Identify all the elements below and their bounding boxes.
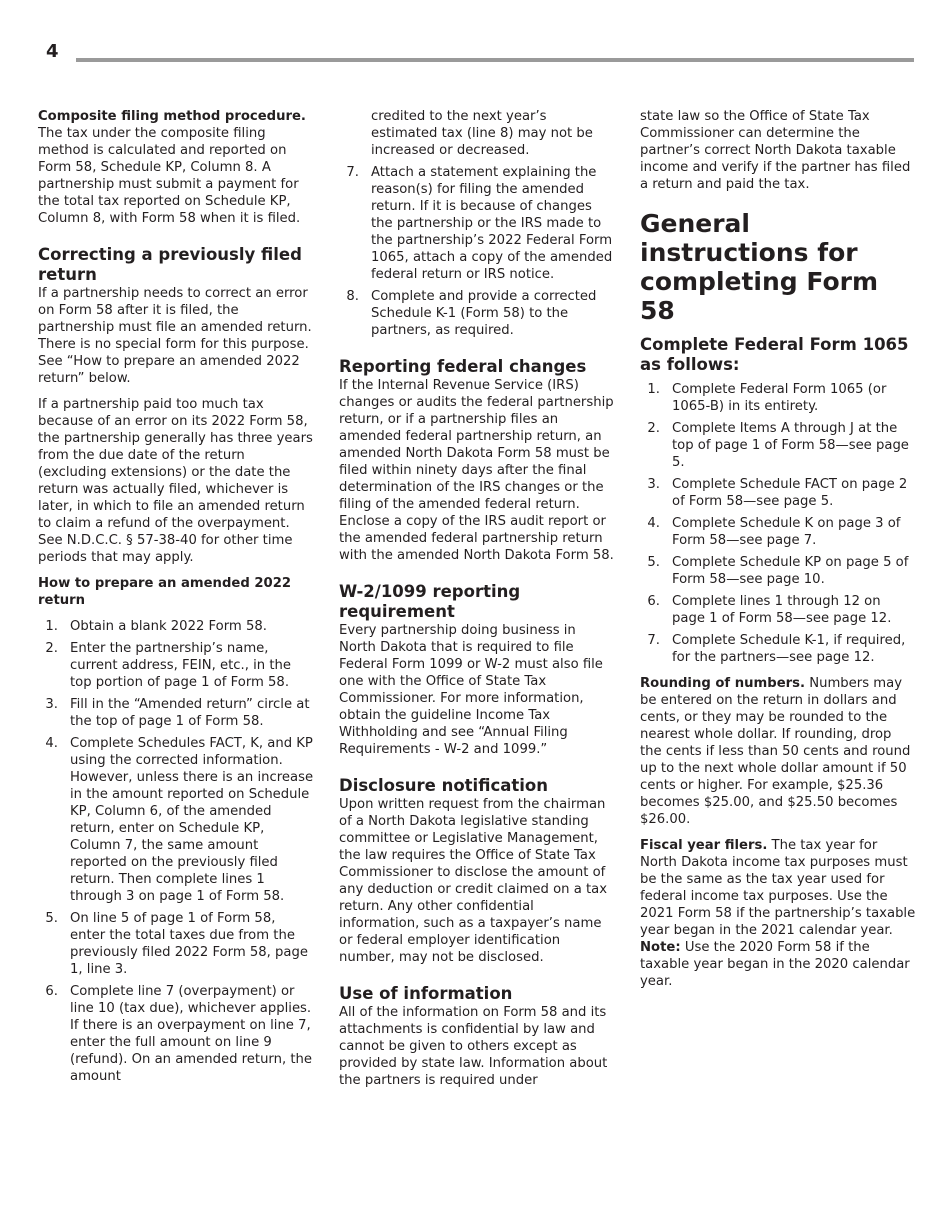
step-6-continued: credited to the next year’s estimated tax (line 8) may not be increased or decreased.: [371, 109, 593, 158]
page-number: 4: [46, 41, 59, 62]
correcting-heading: Correcting a previously filed return: [38, 245, 302, 284]
list-item: 5. On line 5 of page 1 of Form 58, enter the total taxes due from the previously filed 2022 Form 58, page 1, line 3.: [45, 911, 308, 977]
fiscal-year-paragraph: [640, 837, 916, 990]
fiscal-note-text: Use the 2020 Form 58 if the taxable year began in the 2020 calendar year.: [640, 940, 910, 989]
federal-1065-heading: Complete Federal Form 1065 as follows:: [640, 335, 909, 374]
composite-paragraph: [38, 108, 314, 227]
general-steps-list: [640, 381, 916, 666]
federal-changes-heading: Reporting federal changes: [339, 357, 587, 376]
list-item: 8. Complete and provide a corrected Schedule K-1 (Form 58) to the partners, as required.: [346, 289, 597, 338]
list-item: 3. Complete Schedule FACT on page 2 of Form 58—see page 5.: [647, 477, 908, 509]
list-item: 2. Complete Items A through J at the top of page 1 of Form 58—see page 5.: [647, 421, 909, 470]
rounding-paragraph: [640, 675, 916, 828]
column-2: [339, 108, 615, 1098]
list-item: 1. Obtain a blank 2022 Form 58.: [45, 619, 267, 634]
w2-1099-heading: W-2/1099 reporting requirement: [339, 582, 521, 621]
disclosure-paragraph: Upon written request from the chairman of a North Dakota legislative standing committee or Legislative Management, the law requires the Office of State Tax Commissioner to disclose the amount of any deduction or credit claimed on a tax return. Any other confidential information, such as a taxpayer’s name or federal employer identification number, may not be disclosed.: [339, 797, 608, 965]
use-of-information-continued: state law so the Office of State Tax Commissioner can determine the partner’s correct North Dakota taxable income and verify if the partner has filed a return and paid the tax.: [640, 109, 911, 192]
fiscal-text: The tax year for North Dakota income tax purposes must be the same as the tax year used for federal income tax purposes. Use the 2021 Form 58 if the partnership’s taxable year began in the 2021 calendar year.: [640, 838, 916, 938]
list-item: 6. Complete line 7 (overpayment) or line 10 (tax due), whichever applies. If there is an overpayment on line 7, enter the full amount on line 9 (refund). On an amended return, the amount: [45, 984, 313, 1084]
column-1: [38, 108, 314, 1090]
rounding-heading: Rounding of numbers.: [640, 676, 806, 691]
list-item: 4. Complete Schedule K on page 3 of Form 58—see page 7.: [647, 516, 901, 548]
disclosure-heading: Disclosure notification: [339, 776, 548, 795]
correcting-paragraph-1: If a partnership needs to correct an error on Form 58 after it is filed, the partnership must file an amended return. There is no special form for this purpose. See “How to prepare an amended 2022 return” below.: [38, 286, 312, 386]
column-3: [640, 108, 916, 999]
fiscal-heading: Fiscal year filers.: [640, 838, 768, 853]
federal-changes-paragraph: If the Internal Revenue Service (IRS) changes or audits the federal partnership return, or if a partnership files an amended federal partnership return, an amended North Dakota Form 58 must be filed within ninety days after the final determination of the IRS changes or the filing of the amended federal return. Enclose a copy of the IRS audit report or the amended federal partnership return with the amended North Dakota Form 58.: [339, 378, 614, 563]
list-item: 6. Complete lines 1 through 12 on page 1 of Form 58—see page 12.: [647, 594, 892, 626]
list-item: 7. Complete Schedule K-1, if required, for the partners—see page 12.: [647, 633, 906, 665]
list-item: 5. Complete Schedule KP on page 5 of Form 58—see page 10.: [647, 555, 909, 587]
amended-steps-list-continued: [339, 164, 615, 339]
list-item: 2. Enter the partnership’s name, current address, FEIN, etc., in the top portion of page 1 of Form 58.: [45, 641, 291, 690]
list-item: 4. Complete Schedules FACT, K, and KP using the corrected information. However, unless there is an increase in the amount reported on Schedule KP, Column 6, of the amended return, enter on Schedule KP, Column 7, the same amount reported on the previously filed return. Then complete lines 1 through 3 on page 1 of Form 58.: [45, 736, 314, 904]
header-rule: [76, 58, 914, 62]
amended-heading: How to prepare an amended 2022 return: [38, 576, 292, 608]
list-item: 3. Fill in the “Amended return” circle at the top of page 1 of Form 58.: [45, 697, 310, 729]
list-item: 1. Complete Federal Form 1065 (or 1065-B) in its entirety.: [647, 382, 887, 414]
use-of-information-paragraph: All of the information on Form 58 and its attachments is confidential by law and cannot be given to others except as provided by state law. Information about the partners is required under: [339, 1005, 608, 1088]
w2-1099-paragraph: Every partnership doing business in North Dakota that is required to file Federal Form 1099 or W-2 must also file one with the Office of State Tax Commissioner. For more information, obtain the guideline Income Tax Withholding and see “Annual Filing Requirements - W-2 and 1099.”: [339, 623, 603, 757]
composite-text: The tax under the composite filing method is calculated and reported on Form 58, Schedule KP, Column 8. A partnership must submit a payment for the total tax reported on Schedule KP, Column 8, with Form 58 when it is filed.: [38, 126, 301, 226]
general-instructions-heading: General instructions for completing Form 58: [640, 209, 879, 325]
list-item: 7. Attach a statement explaining the reason(s) for filing the amended return. If it is because of changes the partnership or the IRS made to the partnership’s 2022 Federal Form 1065, attach a copy of the amended federal return or IRS notice.: [346, 165, 613, 282]
rounding-text: Numbers may be entered on the return in dollars and cents, or they may be rounded to the nearest whole dollar. If rounding, drop the cents if less than 50 cents and round up to the next whole dollar amount if 50 cents or higher. For example, $25.36 becomes $25.00, and $25.50 becomes $26.00.: [640, 676, 911, 827]
composite-heading: Composite filing method procedure.: [38, 109, 306, 124]
fiscal-note-label: Note:: [640, 940, 681, 955]
correcting-paragraph-2: If a partnership paid too much tax because of an error on its 2022 Form 58, the partnership generally has three years from the due date of the return (excluding extensions) or the date the return was actually filed, whichever is later, in which to file an amended return to claim a refund of the overpayment. See N.D.C.C. § 57-38-40 for other time periods that may apply.: [38, 397, 313, 565]
use-of-information-heading: Use of information: [339, 984, 513, 1003]
amended-steps-list: [38, 618, 314, 1085]
